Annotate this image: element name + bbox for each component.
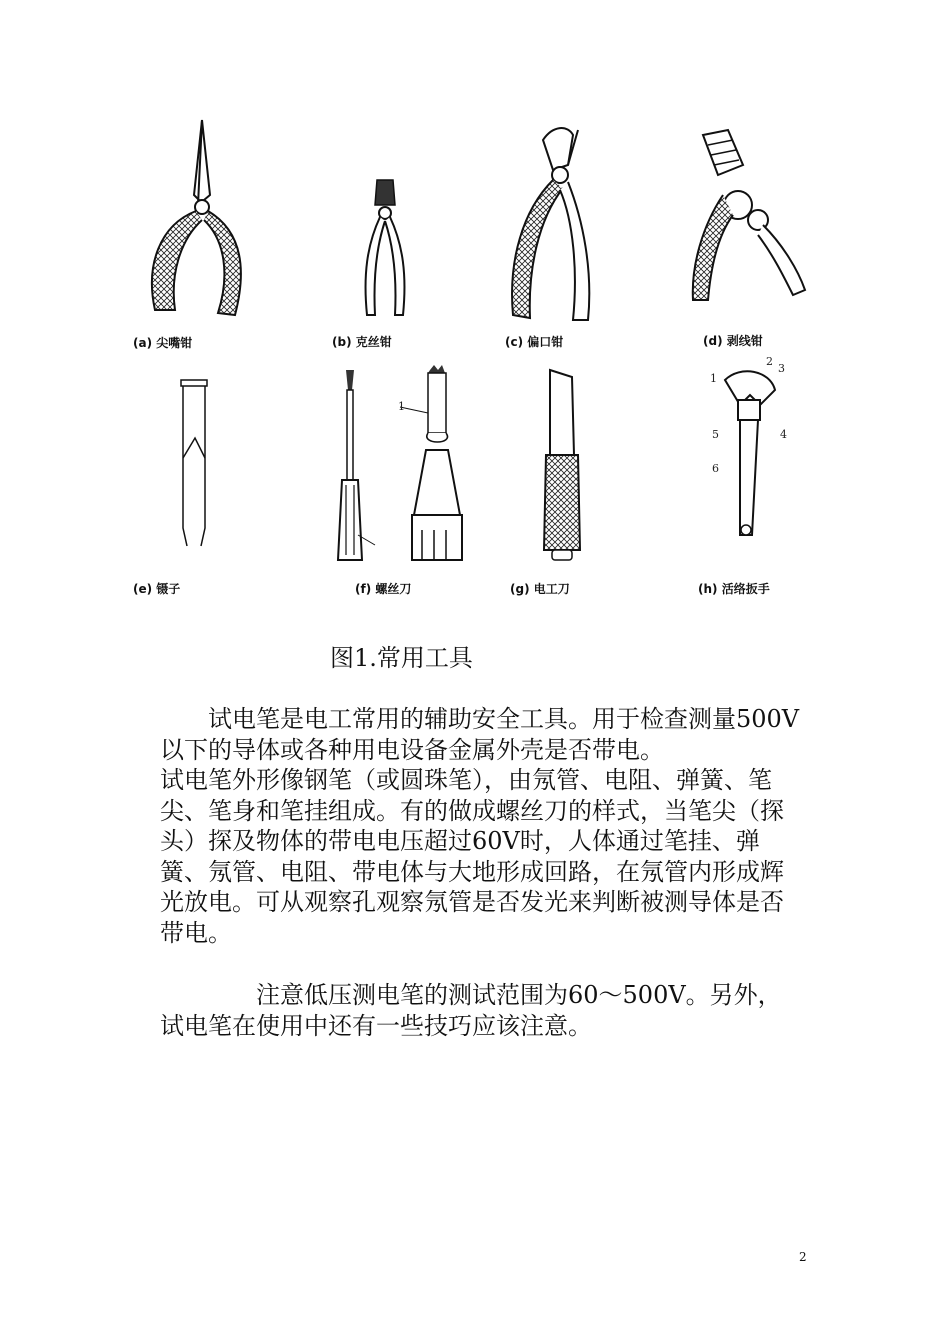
combination-pliers-illustration xyxy=(355,175,415,325)
caption-h: (h) 活络扳手 xyxy=(698,582,770,596)
wrench-label-4: 4 xyxy=(780,428,787,441)
wire-strippers-illustration xyxy=(683,125,813,305)
paragraph-1: 试电笔是电工常用的辅助安全工具。用于检查测量500V以下的导体或各种用电设备金属外壳是否带电。 xyxy=(160,705,800,764)
paragraph-2: 试电笔外形像钢笔（或圆珠笔），由氖管、电阻、弹簧、笔尖、笔身和笔挂组成。有的做成螺丝刀的样式，当笔尖（探头）探及物体的带电电压超过60V时，人体通过笔挂、弹簧、氖管、电阻、带电体与大地形成回路，在氖管内形成辉光放电。可从观察孔观察氖管是否发光来判断被测导体是否带电。 xyxy=(160,766,784,947)
wrench-label-1: 1 xyxy=(710,372,717,385)
adjustable-wrench-illustration xyxy=(700,360,800,560)
caption-e: (e) 镊子 xyxy=(133,582,181,596)
caption-b: (b) 克丝钳 xyxy=(332,335,392,349)
figure-title: 图1.常用工具 xyxy=(330,644,473,672)
wrench-label-2: 2 xyxy=(766,355,773,368)
caption-c: (c) 偏口钳 xyxy=(505,335,564,349)
screwdriver-part-label: 1 xyxy=(398,400,405,413)
caption-f: (f) 螺丝刀 xyxy=(355,582,412,596)
diagonal-cutters-illustration xyxy=(498,120,618,330)
page-number: 2 xyxy=(799,1250,807,1264)
caption-g: (g) 电工刀 xyxy=(510,582,570,596)
wrench-label-3: 3 xyxy=(778,362,785,375)
paragraph-3: 注意低压测电笔的测试范围为60～500V。另外，试电笔在使用中还有一些技巧应该注意。 xyxy=(160,981,782,1040)
needle-nose-pliers-illustration xyxy=(140,115,250,330)
screwdriver-illustration xyxy=(330,365,470,570)
wrench-label-5: 5 xyxy=(712,428,719,441)
electricians-knife-illustration xyxy=(540,365,590,565)
caption-d: (d) 剥线钳 xyxy=(703,334,763,348)
wrench-label-6: 6 xyxy=(712,462,719,475)
tweezers-illustration xyxy=(175,378,215,548)
caption-a: (a) 尖嘴钳 xyxy=(133,336,193,350)
